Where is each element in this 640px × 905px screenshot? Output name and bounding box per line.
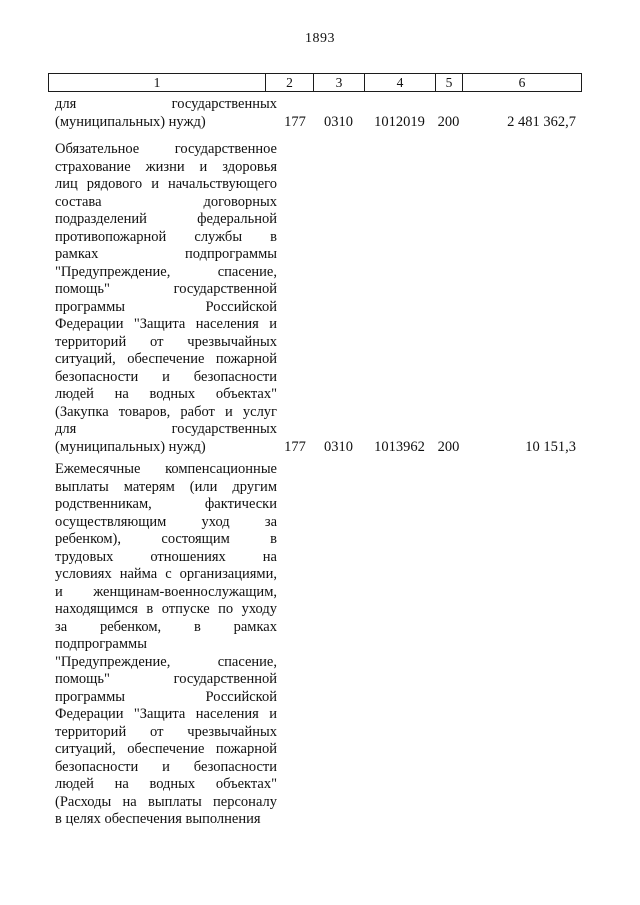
description-line: рамках подпрограммы xyxy=(55,246,277,262)
description-line: программы Российской xyxy=(55,688,277,705)
description-line: Федерации "Защита населения и xyxy=(55,316,277,332)
description-line: (муниципальных) нужд) xyxy=(55,438,206,455)
description-line: родственникам, фактически xyxy=(55,496,277,512)
table-row xyxy=(48,96,580,131)
description-line: подразделений федеральной xyxy=(55,211,277,227)
description-line: людей на водных объектах" xyxy=(55,776,277,792)
description-line: в целях обеспечения выполнения xyxy=(55,811,261,827)
description-line: трудовых отношениях на xyxy=(55,548,277,565)
row-description xyxy=(48,141,277,456)
description-line: территорий от чрезвычайных xyxy=(55,723,277,740)
table-body xyxy=(48,93,580,829)
description-line: Ежемесячные компенсационные xyxy=(55,461,277,477)
table-row xyxy=(48,141,580,456)
description-line: Обязательное государственное xyxy=(55,141,277,157)
cell-expense-type-code: 200 xyxy=(437,438,460,455)
description-line: людей на водных объектах" xyxy=(55,386,277,402)
description-line: ситуаций, обеспечение пожарной xyxy=(55,741,277,757)
cell-target-item-code: 1012019 xyxy=(374,113,425,130)
cell-target-item-code: 1013962 xyxy=(374,438,425,455)
cell-amount: 10 151,3 xyxy=(525,438,576,455)
description-line: (Закупка товаров, работ и услуг xyxy=(55,403,277,420)
description-line: Федерации "Защита населения и xyxy=(55,706,277,722)
table-header-col-6: 6 xyxy=(518,74,526,90)
description-line: находящимся в отпуске по уходу xyxy=(55,601,277,617)
description-line: для государственных xyxy=(55,96,277,112)
description-line: страхование жизни и здоровья xyxy=(55,158,277,175)
row-description xyxy=(48,461,277,829)
page-number: 1893 xyxy=(305,31,335,46)
description-line: программы Российской xyxy=(55,298,277,315)
table-row xyxy=(48,461,580,829)
cell-section-code: 0310 xyxy=(324,113,353,130)
cell-amount: 2 481 362,7 xyxy=(507,113,576,130)
description-line: условиях найма с организациями, xyxy=(55,566,277,582)
description-line: (муниципальных) нужд) xyxy=(55,113,206,130)
description-line: безопасности и безопасности xyxy=(55,368,277,385)
description-line: противопожарной службы в xyxy=(55,228,277,245)
cell-chief-code: 177 xyxy=(284,113,306,130)
cell-expense-type-code: 200 xyxy=(437,113,460,130)
description-line: "Предупреждение, спасение, xyxy=(55,263,277,280)
table-header-col-4: 4 xyxy=(365,74,436,91)
description-line: осуществляющим уход за xyxy=(55,513,277,530)
cell-chief-code: 177 xyxy=(284,438,306,455)
table-header-col-2: 2 xyxy=(266,74,314,91)
table-header-col-3: 3 xyxy=(314,74,365,91)
description-line: и женщинам-военнослужащим, xyxy=(55,583,277,600)
description-line: "Предупреждение, спасение, xyxy=(55,653,277,670)
table-header-col-5: 5 xyxy=(436,74,463,91)
table-header-row xyxy=(48,73,582,92)
description-line: выплаты матерям (или другим xyxy=(55,478,277,495)
cell-section-code: 0310 xyxy=(324,438,353,455)
description-line: для государственных xyxy=(55,421,277,437)
description-line: ситуаций, обеспечение пожарной xyxy=(55,351,277,367)
description-line: (Расходы на выплаты персоналу xyxy=(55,793,277,810)
table-header-col-1: 1 xyxy=(49,74,266,91)
description-line: помощь" государственной xyxy=(55,671,277,687)
description-line: помощь" государственной xyxy=(55,281,277,297)
description-line: состава договорных xyxy=(55,193,277,210)
description-line: лиц рядового и начальствующего xyxy=(55,176,277,192)
description-line: ребенком), состоящим в xyxy=(55,531,277,547)
description-line: подпрограммы xyxy=(55,636,147,652)
description-line: безопасности и безопасности xyxy=(55,758,277,775)
description-line: территорий от чрезвычайных xyxy=(55,333,277,350)
row-description xyxy=(48,96,277,131)
description-line: за ребенком, в рамках xyxy=(55,618,277,635)
